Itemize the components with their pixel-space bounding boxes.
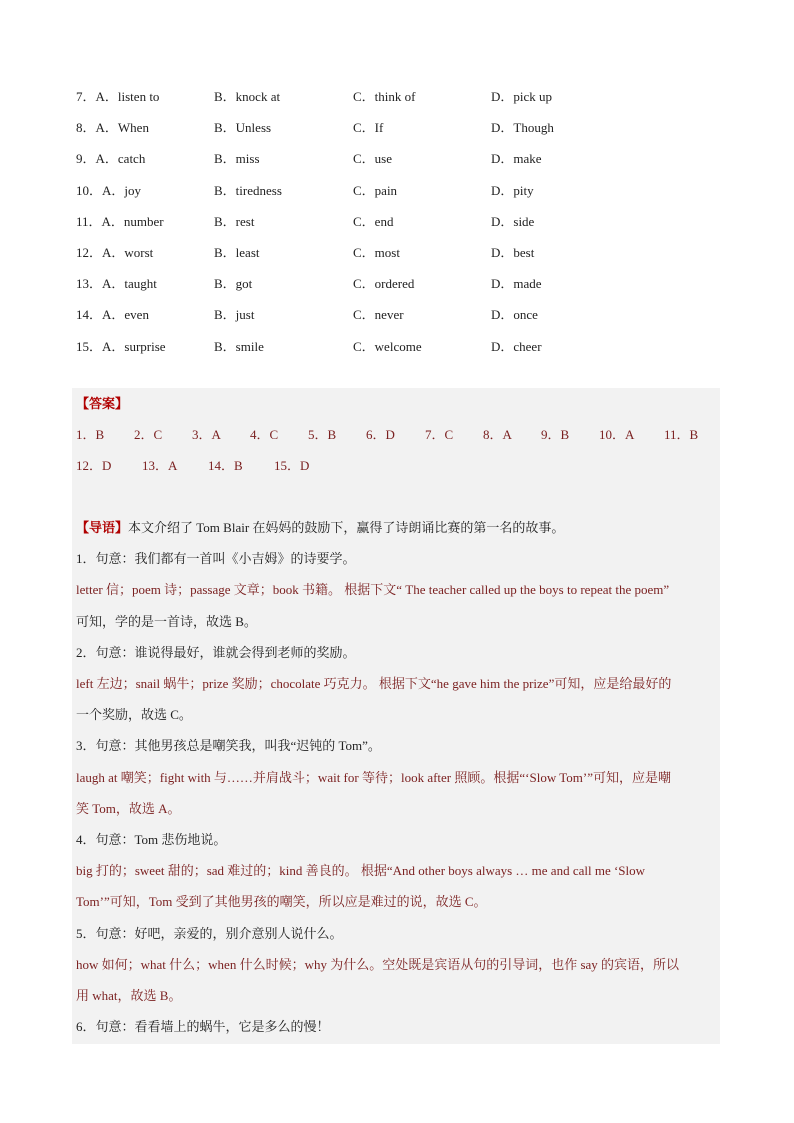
explanation-line: 一个奖励，故选 C。 — [76, 707, 192, 722]
option-a: 11．A．number — [76, 213, 164, 229]
option-row — [76, 267, 736, 298]
option-b: B．knock at — [214, 89, 281, 105]
option-c: C．never — [353, 307, 404, 323]
option-a: 7．A．listen to — [76, 89, 160, 105]
option-row — [76, 174, 736, 205]
explanation-line: how 如何；what 什么；when 什么时候；why 为什么。空处既是宾语从句的引导词，也作 say 的宾语，所以 — [76, 957, 680, 972]
answer-item: 11．B — [664, 427, 699, 442]
option-row — [76, 236, 736, 267]
option-row — [76, 80, 736, 111]
guide-line — [76, 518, 722, 538]
answer-item: 8．A — [483, 427, 512, 442]
explanation-line: 1．句意：我们都有一首叫《小吉姆》的诗要学。 — [76, 551, 356, 566]
answer-item: 7．C — [425, 427, 454, 442]
explanation-line: big 打的；sweet 甜的；sad 难过的；kind 善良的。 根据“And other boys always … me and call me ‘Slow — [76, 863, 646, 878]
explanation-line: 笑 Tom，故选 A。 — [76, 801, 181, 816]
answer-item: 10．A — [599, 427, 635, 442]
option-d: D．best — [491, 245, 535, 261]
option-d: D．pick up — [491, 89, 553, 105]
option-d: D．make — [491, 151, 542, 167]
option-c: C．If — [353, 120, 384, 136]
option-row — [76, 142, 736, 173]
answer-heading: 【答案】 — [76, 396, 129, 411]
option-b: B．got — [214, 276, 253, 292]
option-row — [76, 111, 736, 142]
explanation-line: laugh at 嘲笑；fight with 与……并肩战斗；wait for 等待；look after 照顾。根据“‘Slow Tom’”可知，应是嘲 — [76, 770, 671, 785]
option-d: D．once — [491, 307, 538, 323]
answer-row-2 — [76, 456, 722, 476]
option-d: D．made — [491, 276, 542, 292]
answer-item: 4．C — [250, 427, 279, 442]
answer-item: 5．B — [308, 427, 337, 442]
answer-item: 6．D — [366, 427, 395, 442]
option-c: C．think of — [353, 89, 416, 105]
option-a: 8．A．When — [76, 120, 149, 136]
answer-item: 2．C — [134, 427, 163, 442]
option-c: C．end — [353, 213, 394, 229]
option-c: C．use — [353, 151, 393, 167]
option-c: C．pain — [353, 182, 398, 198]
option-a: 10．A．joy — [76, 182, 142, 198]
option-c: C．ordered — [353, 276, 415, 292]
option-b: B．least — [214, 245, 260, 261]
guide-heading: 【导语】 — [76, 520, 129, 535]
option-a: 12．A．worst — [76, 245, 154, 261]
option-b: B．Unless — [214, 120, 272, 136]
explanation-line: 3．句意：其他男孩总是嘲笑我，叫我“迟钝的 Tom”。 — [76, 738, 381, 753]
option-b: B．just — [214, 307, 255, 323]
option-d: D．side — [491, 213, 535, 229]
answer-item: 1．B — [76, 427, 105, 442]
explanation-line: 5．句意：好吧，亲爱的，别介意别人说什么。 — [76, 926, 343, 941]
option-d: D．cheer — [491, 338, 542, 354]
option-a: 13．A．taught — [76, 276, 157, 292]
explanation-line: 2．句意：谁说得最好，谁就会得到老师的奖励。 — [76, 645, 356, 660]
option-row — [76, 298, 736, 329]
answer-item: 15．D — [274, 458, 310, 473]
answer-item: 12．D — [76, 458, 112, 473]
option-c: C．most — [353, 245, 400, 261]
option-row — [76, 330, 736, 361]
option-b: B．tiredness — [214, 182, 282, 198]
option-c: C．welcome — [353, 338, 422, 354]
answer-item: 3．A — [192, 427, 221, 442]
answer-row-1 — [76, 425, 722, 445]
options-list — [76, 80, 736, 361]
explanation-line: 6．句意：看看墙上的蜗牛，它是多么的慢！ — [76, 1019, 330, 1034]
explanation-line: 4．句意：Tom 悲伤地说。 — [76, 832, 227, 847]
guide-intro: 本文介绍了 Tom Blair 在妈妈的鼓励下，赢得了诗朗诵比赛的第一名的故事。 — [128, 520, 565, 535]
explanation-line: Tom’”可知，Tom 受到了其他男孩的嘲笑，所以应是难过的说，故选 C。 — [76, 894, 487, 909]
option-a: 14．A．even — [76, 307, 149, 323]
option-d: D．Though — [491, 120, 554, 136]
explanation-line: 可知，学的是一首诗，故选 B。 — [76, 614, 257, 629]
explanation-line: letter 信；poem 诗；passage 文章；book 书籍。 根据下文“ The teacher called up the boys to repeat the poem” — [76, 582, 670, 597]
option-row — [76, 205, 736, 236]
option-a: 15．A．surprise — [76, 338, 166, 354]
option-b: B．smile — [214, 338, 264, 354]
option-a: 9．A．catch — [76, 151, 146, 167]
explanation-line: left 左边；snail 蜗牛；prize 奖励；chocolate 巧克力。 根据下文“he gave him the prize”可知，应是给最好的 — [76, 676, 672, 691]
answer-item: 14．B — [208, 458, 243, 473]
answer-item: 9．B — [541, 427, 570, 442]
option-d: D．pity — [491, 182, 534, 198]
answer-item: 13．A — [142, 458, 178, 473]
option-b: B．rest — [214, 213, 255, 229]
option-b: B．miss — [214, 151, 260, 167]
explanation-line: 用 what，故选 B。 — [76, 988, 182, 1003]
